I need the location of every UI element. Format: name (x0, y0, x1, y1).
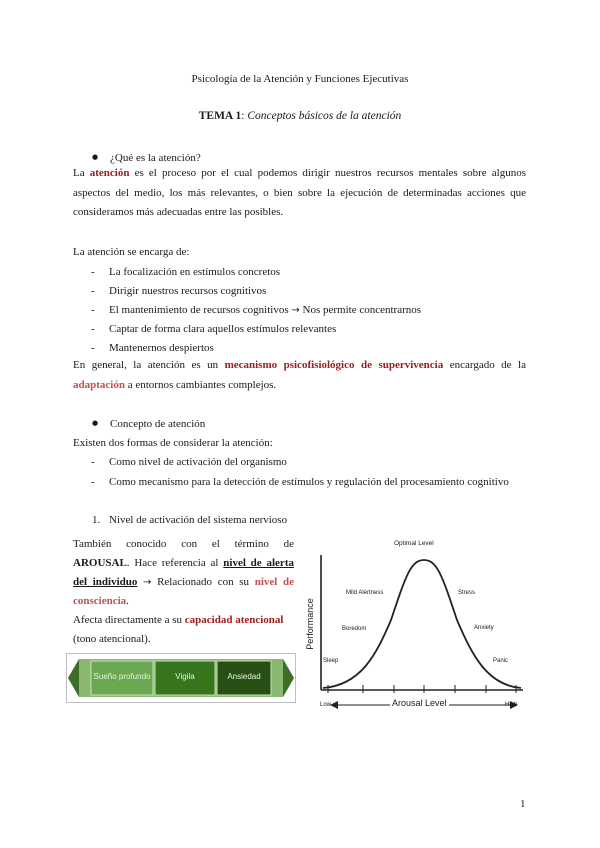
list-item: - Como nivel de activación del organismo (91, 456, 287, 468)
dash-icon: - (91, 285, 95, 297)
list-item: - Captar de forma clara aquellos estímulos relevantes (91, 323, 337, 335)
question-bullet (92, 152, 201, 164)
numbered-heading (92, 514, 287, 526)
curve-label: Mild Alertness (346, 590, 384, 596)
x-axis-label: Arousal Level (392, 698, 447, 708)
heading-label: Nivel de activación del sistema nervioso (109, 514, 288, 526)
tema-subtitle: Conceptos básicos de la atención (247, 110, 402, 122)
arousal-line: del individuo → Relacionado con su nivel de (73, 576, 294, 588)
curve-label: Anxiety (474, 625, 494, 631)
right-arrow-icon: → (143, 577, 152, 588)
inverted-u-curve (323, 560, 521, 688)
curve-label: Panic (493, 658, 509, 664)
state-label: Ansiedad (227, 672, 261, 681)
definition-post: es el proceso por el cual podemos dirigir nuestros recursos mentales sobre algunos aspectos del medio, los más relevantes, o bien sobre la ejecución de determinadas acciones que consideramos más adecuadas entre las posibles. (73, 167, 526, 218)
list-item: - La focalización en estímulos concretos (91, 266, 281, 278)
dash-icon: - (91, 342, 95, 354)
list-item: - Dirigir nuestros recursos cognitivos (91, 285, 267, 297)
concept-bullet (92, 418, 206, 430)
arrow-left-icon (330, 701, 338, 709)
document-header: Psicología de la Atención y Funciones Ejecutivas (191, 73, 409, 85)
axis-low-label: Low (320, 702, 332, 708)
tema-separator: : (241, 110, 248, 122)
section-title (0, 110, 600, 122)
heading-number: 1. (92, 514, 101, 526)
arousal-states-bar (66, 653, 296, 703)
right-arrow-icon (283, 659, 294, 697)
list-item: - El mantenimiento de recursos cognitivos → Nos permite concentrarnos (91, 304, 422, 316)
bullet-dot-icon: ● (92, 419, 99, 427)
definition-highlight: atención (89, 167, 130, 179)
arousal-line: (tono atencional). (73, 633, 151, 645)
definition-pre: La (73, 167, 90, 179)
yerkes-dodson-figure (306, 535, 528, 715)
right-arrow-icon: → (291, 305, 300, 316)
forms-intro: Existen dos formas de considerar la atención: (73, 437, 273, 449)
state-label: Sueño profundo (93, 672, 151, 681)
general-paragraph: En general, la atención es un mecanismo psicofisiológico de supervivencia encargado de la adaptación a entornos cambiantes complejos. (73, 359, 526, 391)
curve-graphic (306, 535, 528, 715)
tema-number: TEMA 1 (198, 110, 242, 122)
curve-title: Optimal Level (394, 540, 434, 547)
concept-label: Concepto de atención (110, 418, 206, 430)
state-label: Vigila (175, 672, 195, 681)
axis-high-label: High (505, 702, 518, 708)
curve-label: Stress (458, 590, 476, 596)
dash-icon: - (91, 323, 95, 335)
left-arrow-icon (68, 659, 79, 697)
arousal-line: También conocido con el término de (73, 538, 294, 550)
arousal-line: Afecta directamente a su capacidad atencional (73, 614, 284, 626)
curve-label: Sleep (323, 658, 339, 664)
bullet-dot-icon: ● (92, 153, 99, 161)
dash-icon: - (91, 456, 95, 468)
arousal-paragraph (73, 535, 294, 649)
page-number: 1 (520, 798, 526, 810)
arousal-line: consciencia. (73, 595, 129, 607)
dash-icon: - (91, 304, 95, 316)
curve-label: Boredom (342, 626, 367, 632)
y-axis-label: Performance (304, 598, 315, 650)
arousal-line: AROUSAL. Hace referencia al nivel de alerta (73, 557, 294, 569)
adaptation-highlight: adaptación (73, 378, 125, 391)
mechanism-highlight: mecanismo psicofisiológico de supervivencia (224, 359, 444, 371)
question-label: ¿Qué es la atención? (110, 152, 201, 164)
dash-icon: - (91, 266, 95, 278)
list-item: - Como mecanismo para la detección de estímulos y regulación del procesamiento cognitivo (91, 476, 509, 488)
definition-paragraph (73, 164, 526, 223)
list-item: - Mantenernos despiertos (91, 342, 214, 354)
dash-icon: - (91, 476, 95, 488)
responsibilities-intro: La atención se encarga de: (73, 246, 190, 258)
